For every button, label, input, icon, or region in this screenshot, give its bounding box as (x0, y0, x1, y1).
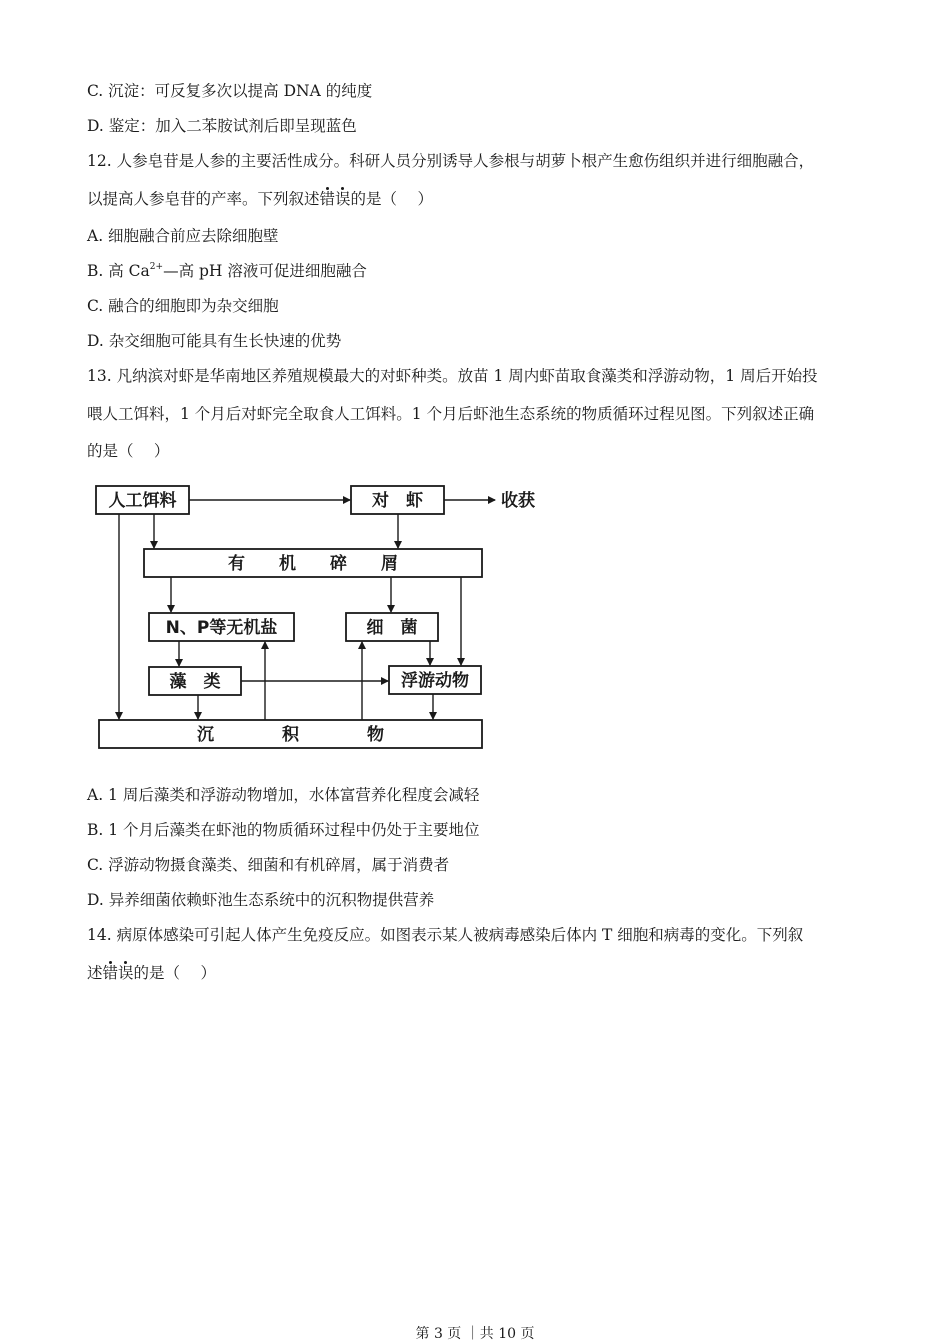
emphasis-char: 错 (102, 964, 119, 982)
q11-option-d: D. 鉴定：加入二苯胺试剂后即呈现蓝色 (87, 117, 357, 135)
superscript: 2+ (149, 262, 164, 272)
emphasis-char: 误 (335, 190, 351, 208)
q12-option-b (87, 261, 367, 281)
q12-option-c: C. 融合的细胞即为杂交细胞 (87, 297, 279, 315)
q13-option-d: D. 异养细菌依赖虾池生态系统中的沉积物提供营养 (87, 891, 435, 909)
q12-option-a: A. 细胞融合前应去除细胞壁 (87, 227, 279, 245)
label-shrimp: 对 虾 (372, 491, 423, 511)
label-harvest: 收获 (501, 491, 535, 511)
emphasis-char: 错 (319, 190, 336, 208)
q12-stem-line1: 12. 人参皂苷是人参的主要活性成分。科研人员分别诱导人参根与胡萝卜根产生愈伤组织并进行细胞融合， (87, 152, 815, 170)
label-organic-debris: 有 机 碎 屑 (228, 554, 398, 574)
label-sediment: 沉 积 物 (197, 725, 384, 745)
q12-stem-line2 (87, 189, 433, 209)
q14-stem-line1: 14. 病原体感染可引起人体产生免疫反应。如图表示某人被病毒感染后体内 T 细胞和病毒的变化。下列叙 (87, 926, 804, 944)
q12-stem-text: 以提高人参皂苷的产率。下列叙述 (87, 190, 320, 208)
label-bacteria: 细 菌 (366, 618, 418, 638)
q12-stem-text: 的是（ ） (350, 190, 433, 208)
page-footer: 第 3 页 ｜共 10 页 (415, 1326, 535, 1342)
q13-stem-line2: 喂人工饵料，1 个月后对虾完全取食人工饵料。1 个月后虾池生态系统的物质循环过程见图。下列叙述正确 (87, 405, 815, 423)
q13-stem-line1: 13. 凡纳滨对虾是华南地区养殖规模最大的对虾种类。放苗 1 周内虾苗取食藻类和浮游动物，1 周后开始投 (87, 367, 818, 385)
label-inorganic-salts: N、P等无机盐 (165, 618, 278, 638)
q13-option-c: C. 浮游动物摄食藻类、细菌和有机碎屑，属于消费者 (87, 856, 450, 874)
q11-option-c: C. 沉淀：可反复多次以提高 DNA 的纯度 (87, 82, 373, 100)
q12-option-d: D. 杂交细胞可能具有生长快速的优势 (87, 332, 342, 350)
q12-option-b-text: B. 高 Ca (87, 262, 150, 280)
q14-stem-text: 述 (87, 964, 103, 982)
label-algae: 藻 类 (169, 672, 221, 692)
q14-stem-text: 的是（ ） (133, 964, 216, 982)
emphasis-char: 误 (118, 964, 134, 982)
label-artificial-feed: 人工饵料 (108, 491, 177, 511)
material-cycle-diagram (93, 482, 553, 754)
label-zooplankton: 浮游动物 (401, 671, 469, 691)
q13-option-b: B. 1 个月后藻类在虾池的物质循环过程中仍处于主要地位 (87, 821, 480, 839)
q13-stem-line3: 的是（ ） (87, 442, 170, 460)
q13-option-a: A. 1 周后藻类和浮游动物增加，水体富营养化程度会减轻 (87, 786, 480, 804)
q14-stem-line2 (87, 963, 216, 983)
q12-option-b-text: —高 pH 溶液可促进细胞融合 (163, 262, 367, 280)
